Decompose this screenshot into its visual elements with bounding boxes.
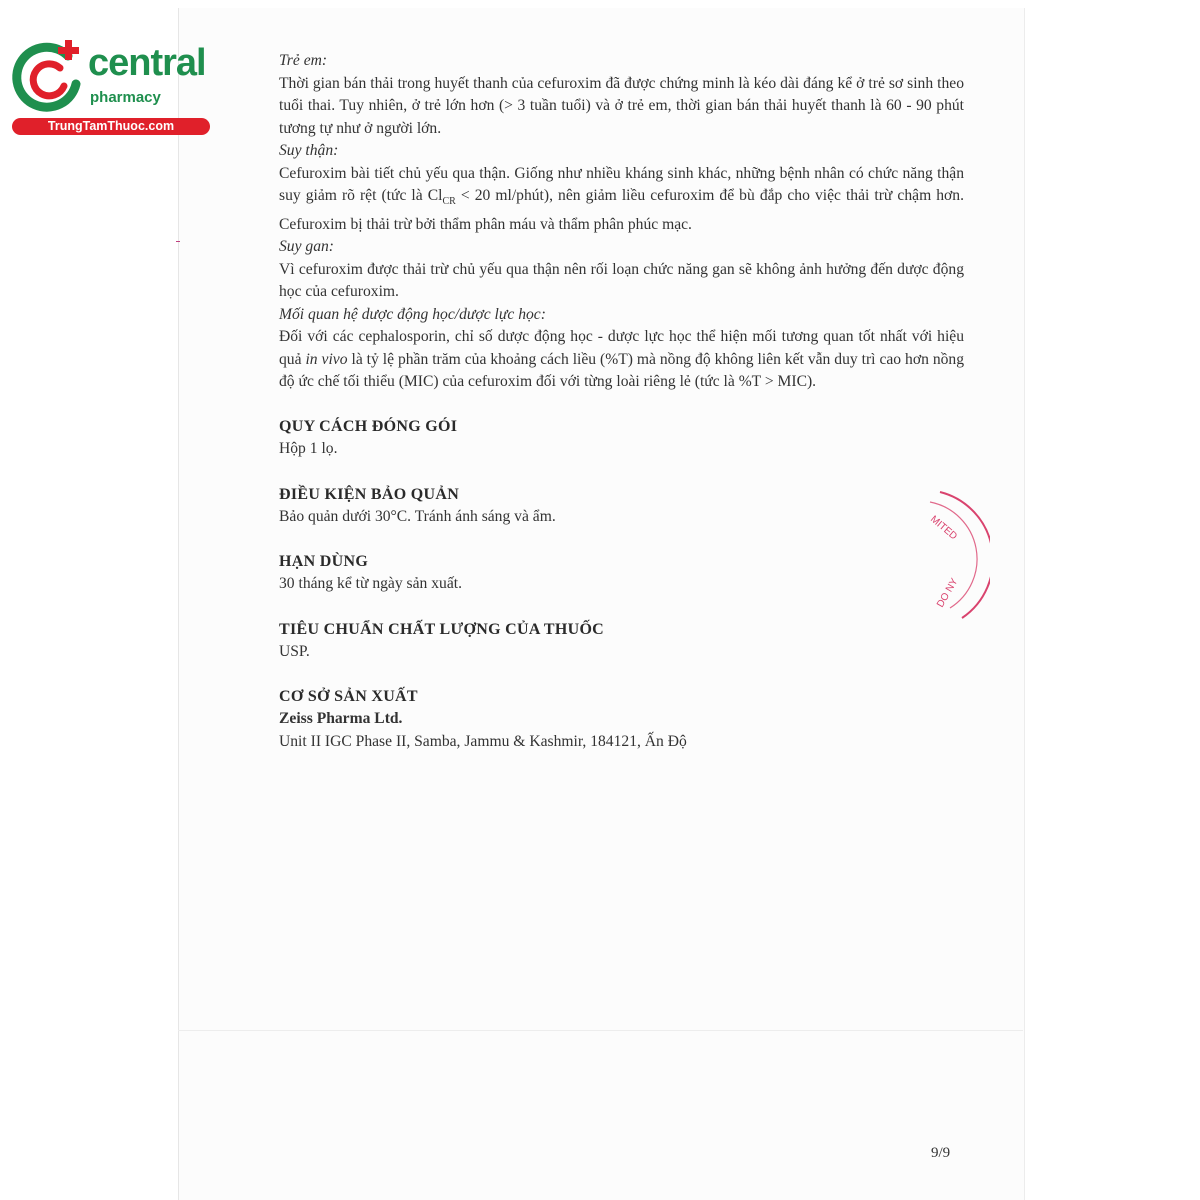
section-packaging <box>279 416 964 461</box>
stamp-text-bottom: DO NY <box>935 576 961 610</box>
logo-sub-text: pharmacy <box>90 89 161 106</box>
section-manufacturer <box>279 686 964 754</box>
section-storage <box>279 484 964 529</box>
pkpd-text-b: là tỷ lệ phần trăm của khoảng cách liều (%T) mà nồng độ không liên kết vẫn duy trì cao hơn nồng độ ức chế tối thiểu (MIC) của cefuroxim đối với từng loài riêng lẻ (tức là %T > MIC). <box>279 350 965 391</box>
paragraph-tre-em: Thời gian bán thải trong huyết thanh của cefuroxim đã được chứng minh là kéo dài đáng kể ở trẻ sơ sinh theo tuổi thai. Tuy nhiên, ở trẻ lớn hơn (> 3 tuần tuổi) và ở trẻ em, thời gian bán thải huyết thanh là 60 - 90 phút tương tự như ở người lớn. <box>279 74 964 137</box>
document-body <box>279 50 964 753</box>
scan-edge-line <box>178 1030 1023 1031</box>
manufacturer-name: Zeiss Pharma Ltd. <box>279 710 403 728</box>
subsection-title-suy-than: Suy thận: <box>279 142 339 159</box>
text-storage: Bảo quản dưới 30°C. Tránh ánh sáng và ẩm. <box>279 508 556 526</box>
stamp-text-top: MITED <box>928 513 959 543</box>
subsection-title-suy-gan: Suy gan: <box>279 238 334 256</box>
paragraph-suy-gan: Vì cefuroxim được thải trừ chủ yếu qua thận nên rối loạn chức năng gan sẽ không ảnh hưởng đến dược động học của cefuroxim. <box>279 260 964 301</box>
logo-c-cross-icon <box>10 38 90 118</box>
heading-manufacturer: CƠ SỞ SẢN XUẤT <box>279 687 418 705</box>
scan-mark <box>176 241 180 242</box>
section-expiry <box>279 551 964 596</box>
heading-packaging: QUY CÁCH ĐÓNG GÓI <box>279 417 458 435</box>
suy-than-subscript: CR <box>442 196 456 208</box>
paragraph-suy-than <box>279 163 964 237</box>
subsection-title-tre-em: Trẻ em: <box>279 52 328 69</box>
heading-storage: ĐIỀU KIỆN BẢO QUẢN <box>279 485 460 503</box>
pkpd-text-a: Đối với các cephalosporin, chỉ số dược động học - dược lực học thể hiện mối tương quan tốt nhất với hiệu quả <box>279 328 964 368</box>
logo-brand-text: central <box>88 42 206 84</box>
manufacturer-address: Unit II IGC Phase II, Samba, Jammu & Kashmir, 184121, Ấn Độ <box>279 732 687 750</box>
pkpd-italic: in vivo <box>305 350 348 368</box>
suy-than-text-a: Cefuroxim bài tiết chủ yếu qua thận. Giống như nhiều kháng sinh khác, những bệnh nhân có chức năng thận suy giảm rõ rệt (tức là Cl <box>279 164 964 204</box>
text-quality: USP. <box>279 643 310 661</box>
heading-expiry: HẠN DÙNG <box>279 552 369 570</box>
section-quality <box>279 619 964 664</box>
text-packaging: Hộp 1 lọ. <box>279 440 338 458</box>
heading-quality: TIÊU CHUẨN CHẤT LƯỢNG CỦA THUỐC <box>279 620 605 638</box>
company-stamp <box>900 480 990 630</box>
page-number: 9/9 <box>931 1145 951 1161</box>
subsection-title-pkpd: Mối quan hệ dược động học/dược lực học: <box>279 305 546 323</box>
text-expiry: 30 tháng kể từ ngày sản xuất. <box>279 575 462 593</box>
paragraph-pkpd <box>279 326 964 394</box>
logo-site-banner: TrungTamThuoc.com <box>12 118 210 135</box>
suy-than-text-b: < 20 ml/phút), nên giảm liều cefuroxim để bù đắp cho việc thải trừ chậm hơn. Cefuroxim bị thải trừ bởi thẩm phân máu và thẩm phân phúc mạc. <box>279 187 964 233</box>
